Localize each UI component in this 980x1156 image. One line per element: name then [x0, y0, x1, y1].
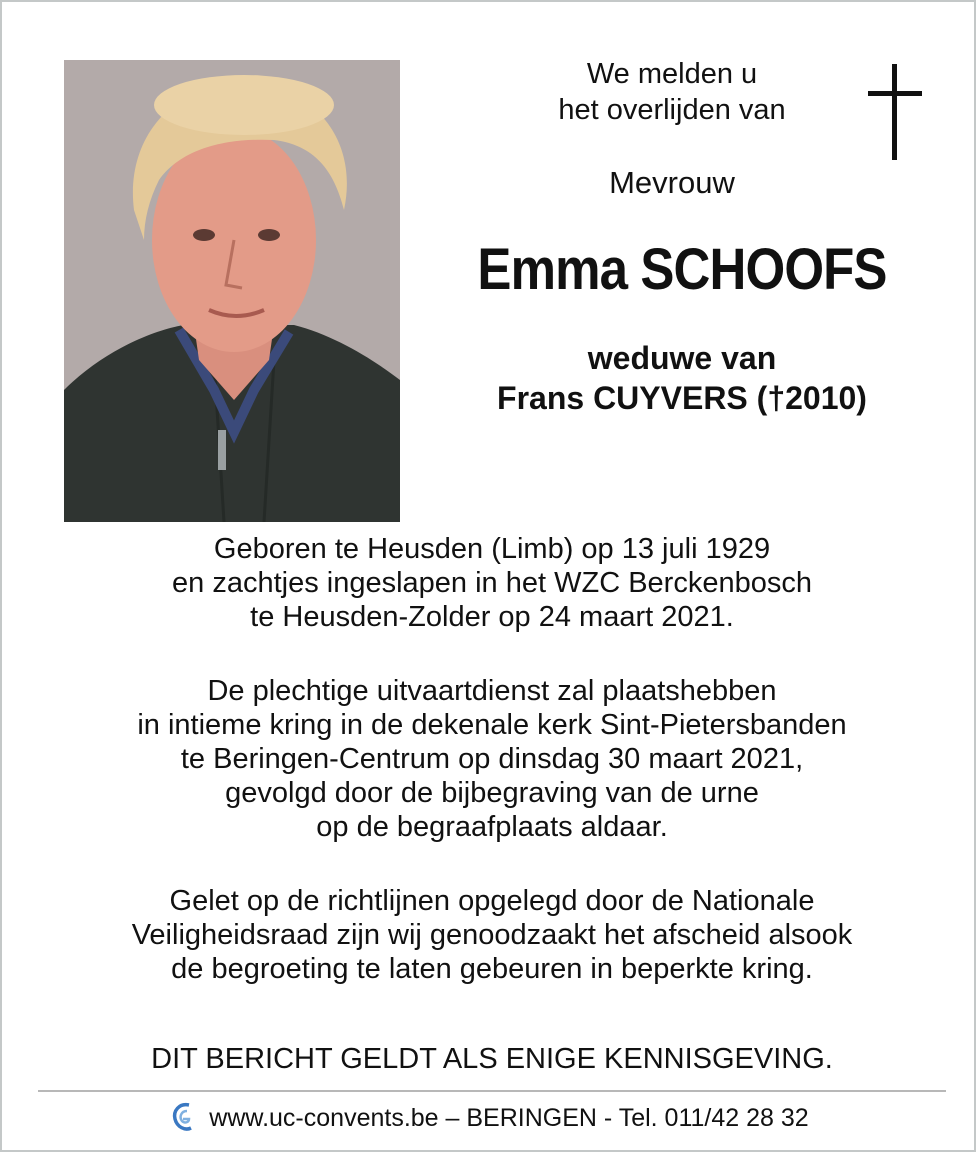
portrait-photo [64, 60, 400, 522]
paragraph-line: te Beringen-Centrum op dinsdag 30 maart 2021, [180, 743, 804, 775]
widow-line: Frans CUYVERS (†2010) [497, 380, 867, 416]
paragraph-line: en zachtjes ingeslapen in het WZC Berckenbosch [172, 567, 812, 599]
honorific: Mevrouw [609, 165, 735, 200]
footer-divider [38, 1090, 946, 1092]
paragraph-line: de begroeting te laten gebeuren in beperkte kring. [171, 953, 813, 985]
intro-text [522, 56, 822, 128]
birth-death-paragraph [42, 532, 942, 634]
funeral-home-logo-icon [171, 1101, 195, 1135]
paragraph-line: Gelet op de richtlijnen opgelegd door de Nationale [169, 885, 815, 917]
deceased-name: Emma SCHOOFS [477, 237, 887, 302]
paragraph-line: De plechtige uitvaartdienst zal plaatshebben [207, 675, 777, 707]
paragraph-line: in intieme kring in de dekenale kerk Sint-Pietersbanden [137, 709, 847, 741]
covid-notice-paragraph [42, 884, 942, 986]
funeral-paragraph [42, 674, 942, 844]
paragraph-line: Geboren te Heusden (Limb) op 13 juli 1929 [213, 533, 771, 565]
paragraph-line: gevolgd door de bijbegraving van de urne [225, 777, 759, 809]
footer [2, 1098, 978, 1138]
widow-of-text [432, 338, 932, 418]
paragraph-line: te Heusden-Zolder op 24 maart 2021. [250, 601, 734, 633]
footer-contact: www.uc-convents.be – BERINGEN - Tel. 011/42 28 32 [209, 1103, 809, 1132]
official-notice: DIT BERICHT GELDT ALS ENIGE KENNISGEVING. [151, 1043, 833, 1075]
paragraph-line: op de begraafplaats aldaar. [316, 811, 668, 843]
paragraph-line: Veiligheidsraad zijn wij genoodzaakt het afscheid alsook [131, 919, 853, 951]
intro-line: het overlijden van [558, 94, 786, 126]
intro-line: We melden u [586, 58, 758, 90]
cross-icon [866, 64, 924, 160]
widow-line: weduwe van [587, 340, 777, 376]
